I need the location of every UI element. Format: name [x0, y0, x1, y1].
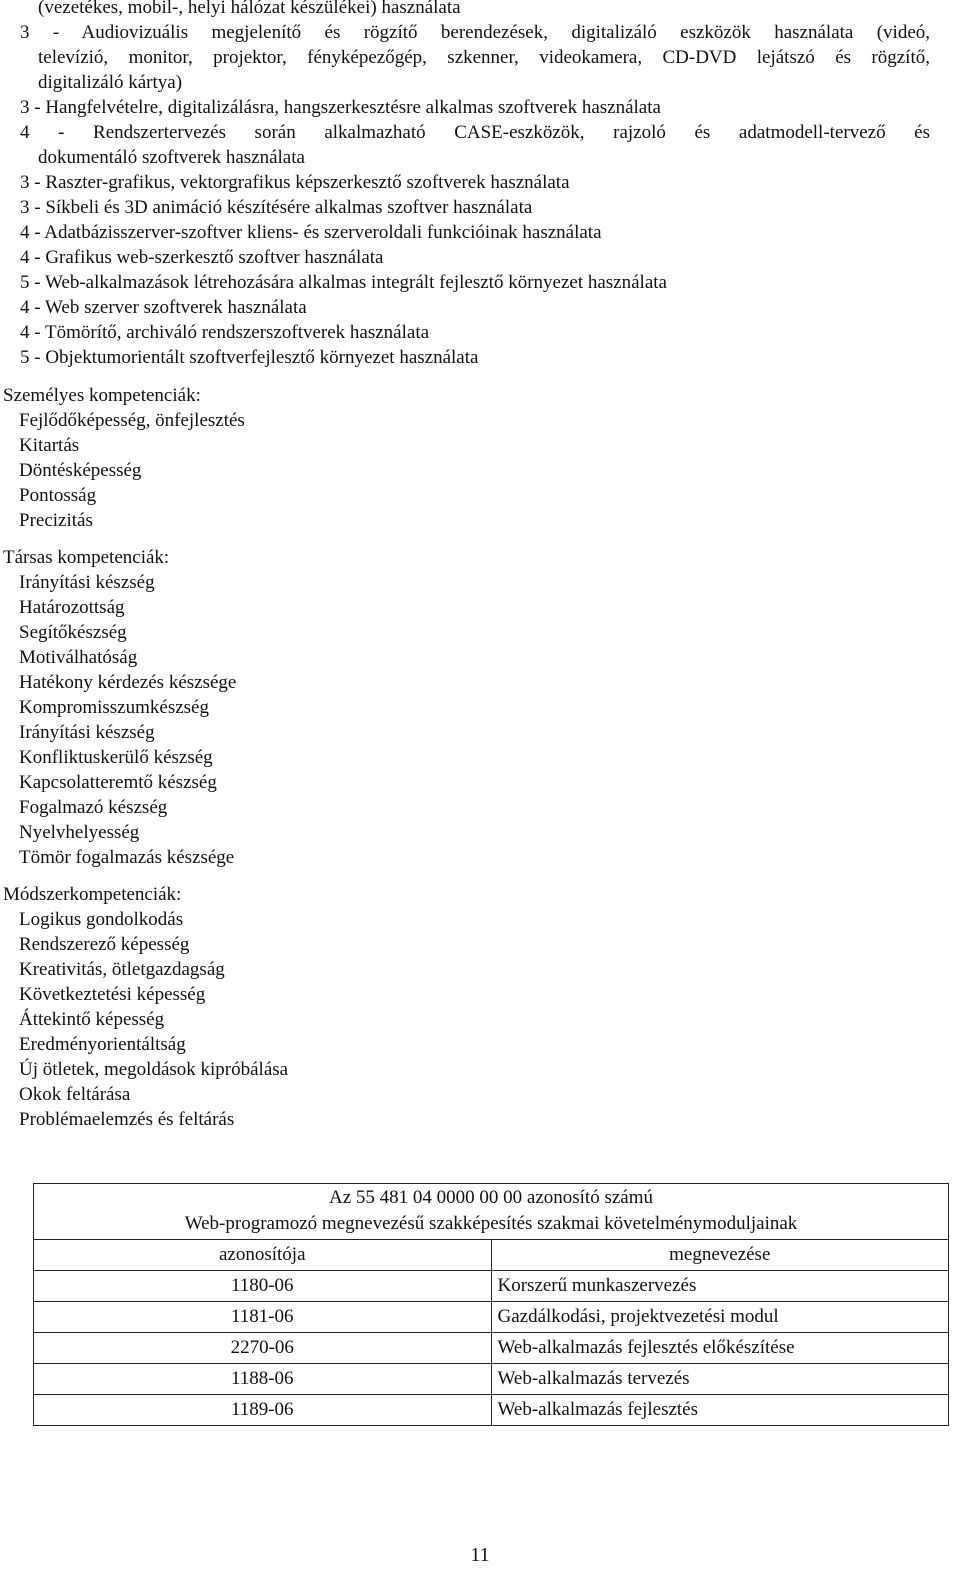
skill-line: 5 - Objektumorientált szoftverfejlesztő környezet használata — [20, 347, 479, 368]
module-name: Web-alkalmazás fejlesztés — [491, 1395, 949, 1426]
module-id: 1181-06 — [34, 1302, 492, 1333]
module-id: 1180-06 — [34, 1271, 492, 1302]
list-item: Kompromisszumkészség — [19, 697, 209, 718]
column-header-name: megnevezése — [491, 1240, 949, 1271]
table-row — [34, 1333, 949, 1364]
list-item: Kreativitás, ötletgazdagság — [19, 959, 225, 980]
skill-line: 3 - Raszter-grafikus, vektorgrafikus képszerkesztő szoftverek használata — [20, 172, 570, 193]
module-name: Web-alkalmazás fejlesztés előkészítése — [491, 1333, 949, 1364]
list-item: Fogalmazó készség — [19, 797, 168, 818]
skill-line: 3 - Síkbeli és 3D animáció készítésére alkalmas szoftver használata — [20, 197, 533, 218]
skill-line: 4 - Rendszertervezés során alkalmazható CASE-eszközök, rajzoló és adatmodell-tervező és — [20, 122, 930, 143]
skill-line: televízió, monitor, projektor, fényképezőgép, szkenner, videokamera, CD-DVD lejátszó és rögzítő, — [38, 47, 930, 68]
section-title: Személyes kompetenciák: — [3, 385, 201, 406]
list-item: Döntésképesség — [19, 460, 142, 481]
table-row — [34, 1302, 949, 1333]
list-item: Kitartás — [19, 435, 80, 456]
list-item: Pontosság — [19, 485, 97, 506]
software-skills-list — [20, 0, 930, 370]
table-header-row — [34, 1240, 949, 1271]
list-item: Hatékony kérdezés készsége — [19, 672, 237, 693]
table-row — [34, 1271, 949, 1302]
skill-line: dokumentáló szoftverek használata — [38, 147, 305, 168]
module-id: 1189-06 — [34, 1395, 492, 1426]
list-item: Konfliktuskerülő készség — [19, 747, 213, 768]
skill-line: 4 - Tömörítő, archiváló rendszerszoftverek használata — [20, 322, 430, 343]
skill-line: 4 - Adatbázisszerver-szoftver kliens- és szerveroldali funkcióinak használata — [20, 222, 602, 243]
skill-line: 3 - Audiovizuális megjelenítő és rögzítő berendezések, digitalizáló eszközök használata (videó, — [20, 22, 930, 43]
list-item: Áttekintő képesség — [19, 1009, 165, 1030]
list-item: Okok feltárása — [19, 1084, 131, 1105]
list-item: Nyelvhelyesség — [19, 822, 140, 843]
module-id: 1188-06 — [34, 1364, 492, 1395]
list-item: Problémaelemzés és feltárás — [19, 1109, 235, 1130]
skill-line: 4 - Web szerver szoftverek használata — [20, 297, 307, 318]
list-item: Következtetési képesség — [19, 984, 206, 1005]
list-item: Tömör fogalmazás készsége — [19, 847, 235, 868]
module-table — [33, 1183, 949, 1426]
list-item: Segítőkészség — [19, 622, 127, 643]
module-name: Korszerű munkaszervezés — [491, 1271, 949, 1302]
skill-line: 5 - Web-alkalmazások létrehozására alkalmas integrált fejlesztő környezet használata — [20, 272, 667, 293]
list-item: Logikus gondolkodás — [19, 909, 184, 930]
skill-line: digitalizáló kártya) — [38, 72, 183, 93]
section-title: Társas kompetenciák: — [3, 547, 170, 568]
module-name: Gazdálkodási, projektvezetési modul — [491, 1302, 949, 1333]
table-row — [34, 1364, 949, 1395]
list-item: Eredményorientáltság — [19, 1034, 186, 1055]
caption-line: Web-programozó megnevezésű szakképesítés szakmai követelménymoduljainak — [184, 1213, 798, 1234]
module-name: Web-alkalmazás tervezés — [491, 1364, 949, 1395]
table-caption — [34, 1184, 949, 1240]
social-competencies — [3, 545, 603, 870]
skill-line: (vezetékes, mobil-, helyi hálózat készülékei) használata — [38, 0, 461, 18]
table-caption-row — [34, 1184, 949, 1240]
skill-line: 3 - Hangfelvételre, digitalizálásra, hangszerkesztésre alkalmas szoftverek használata — [20, 97, 661, 118]
list-item: Irányítási készség — [19, 572, 155, 593]
table-row — [34, 1395, 949, 1426]
list-item: Új ötletek, megoldások kipróbálása — [19, 1059, 289, 1080]
list-item: Irányítási készség — [19, 722, 155, 743]
list-item: Határozottság — [19, 597, 125, 618]
module-id: 2270-06 — [34, 1333, 492, 1364]
method-competencies — [3, 882, 603, 1132]
list-item: Motiválhatóság — [19, 647, 138, 668]
caption-line: Az 55 481 04 0000 00 00 azonosító számú — [328, 1187, 653, 1208]
list-item: Rendszerező képesség — [19, 934, 190, 955]
personal-competencies — [3, 383, 603, 533]
list-item: Fejlődőképesség, önfejlesztés — [19, 410, 245, 431]
section-title: Módszerkompetenciák: — [3, 884, 182, 905]
page-number: 11 — [470, 1544, 490, 1566]
column-header-id: azonosítója — [34, 1240, 492, 1271]
skill-line: 4 - Grafikus web-szerkesztő szoftver használata — [20, 247, 384, 268]
list-item: Precizitás — [19, 510, 93, 531]
list-item: Kapcsolatteremtő készség — [19, 772, 217, 793]
